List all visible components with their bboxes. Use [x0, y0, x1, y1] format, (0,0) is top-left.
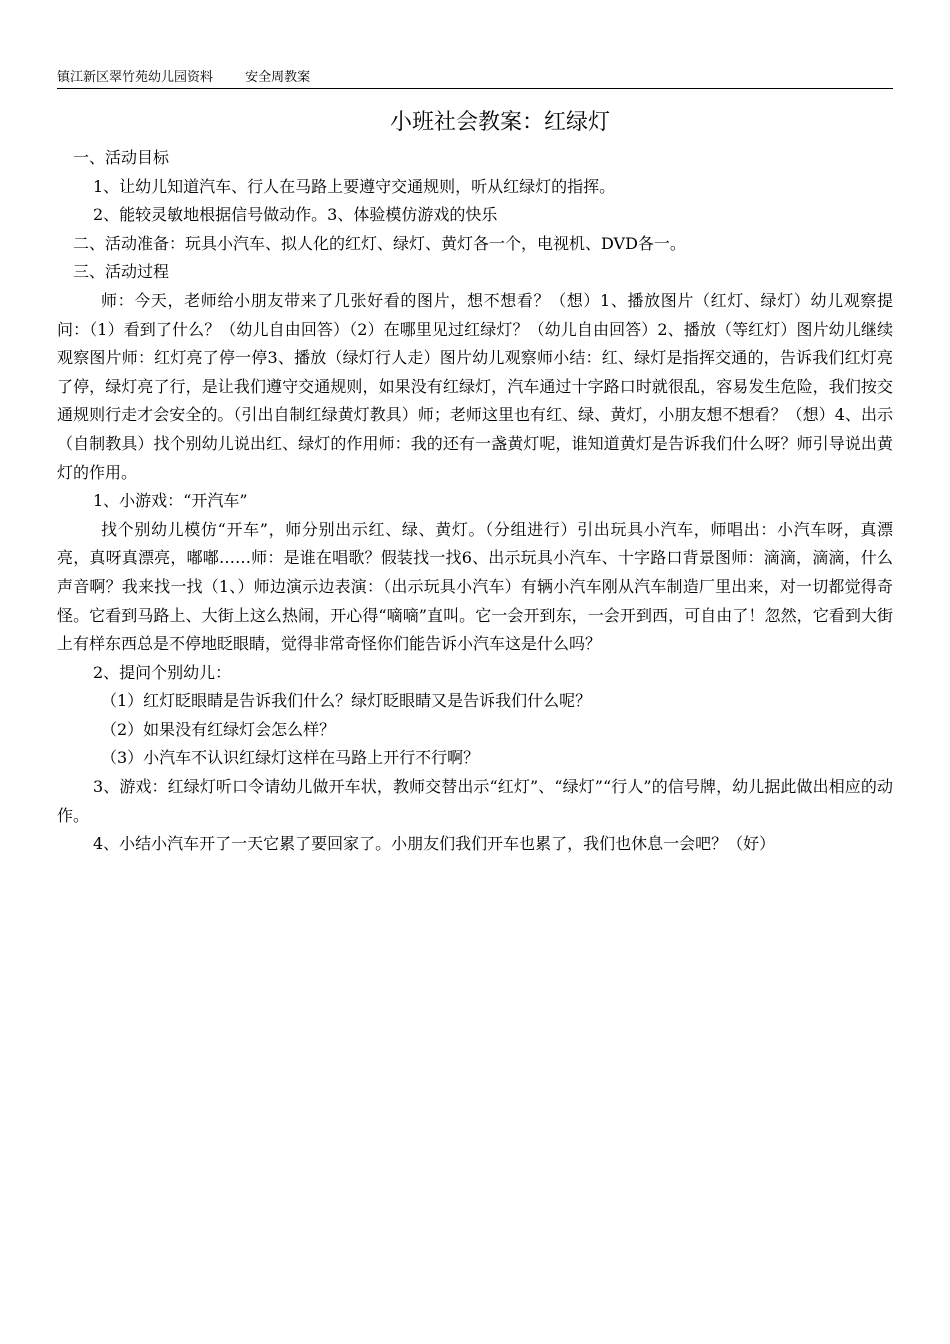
process-paragraph-intro: 师：今天，老师给小朋友带来了几张好看的图片，想不想看？（想）1、播放图片（红灯、绿灯）幼儿观察提问：（1）看到了什么？（幼儿自由回答）（2）在哪里见过红绿灯？（幼儿自由回答）2、播放（等红灯）图片幼儿继续观察图片师：红灯亮了停一停3、播放（绿灯行人走）图片幼儿观察师小结：红、绿灯是指挥交通的，告诉我们红灯亮了停，绿灯亮了行，是让我们遵守交通规则，如果没有红绿灯，汽车通过十字路口时就很乱，容易发生危险，我们按交通规则行走才会安全的。（引出自制红绿黄灯教具）师；老师这里也有红、绿、黄灯，小朋友想不想看？（想）4、出示（自制教具）找个别幼儿说出红、绿灯的作用师：我的还有一盏黄灯呢，谁知道黄灯是告诉我们什么呀？师引导说出黄灯的作用。	[57, 290, 893, 482]
game-paragraph: 找个别幼儿模仿“开车”，师分别出示红、绿、黄灯。（分组进行）引出玩具小汽车，师唱出：小汽车呀，真漂亮，真呀真漂亮，嘟嘟……师：是谁在唱歌？假装找一找6、出示玩具小汽车、十字路口背景图师：滴滴，滴滴，什么声音啊？我来找一找（1、）师边演示边表演：（出示玩具小汽车）有辆小汽车刚从汽车制造厂里出来，对一切都觉得奇怪。它看到马路上、大街上这么热闹，开心得“嘀嘀”直叫。它一会开到东，一会开到西，可自由了！忽然，它看到大街上有样东西总是不停地眨眼睛，觉得非常奇怪你们能告诉小汽车这是什么吗？	[57, 519, 893, 654]
page-header	[57, 68, 893, 88]
game-heading: 1、小游戏：“开汽车”	[93, 491, 248, 511]
document-body	[57, 144, 893, 859]
section-heading-goals: 一、活动目标	[73, 148, 170, 167]
traffic-light-game-paragraph: 3、游戏：红绿灯听口令请幼儿做开车状，教师交替出示“红灯”、“绿灯”“行人”的信号牌，幼儿据此做出相应的动作。	[57, 777, 893, 825]
question-item-3: （3）小汽车不认识红绿灯这样在马路上开行不行啊？	[101, 748, 480, 768]
summary-paragraph: 4、小结小汽车开了一天它累了要回家了。小朋友们我们开车也累了，我们也休息一会吧？（好）	[93, 834, 776, 854]
question-item-1: （1）红灯眨眼睛是告诉我们什么？绿灯眨眼睛又是告诉我们什么呢？	[101, 691, 592, 711]
header-rule	[57, 88, 893, 89]
section-heading-preparation: 二、活动准备：玩具小汽车、拟人化的红灯、绿灯、黄灯各一个，电视机、DVD各一。	[73, 233, 686, 253]
question-heading: 2、提问个别幼儿：	[93, 662, 232, 682]
document-title: 小班社会教案：红绿灯	[389, 110, 610, 135]
header-school-name: 镇江新区翠竹苑幼儿园资料	[57, 70, 214, 85]
header-section-name: 安全周教案	[245, 70, 311, 85]
section-heading-process: 三、活动过程	[73, 262, 170, 282]
question-item-2: （2）如果没有红绿灯会怎么样？	[101, 719, 336, 739]
goal-item-1: 1、让幼儿知道汽车、行人在马路上要遵守交通规则，听从红绿灯的指挥。	[93, 176, 616, 196]
goal-item-2: 2、能较灵敏地根据信号做动作。3、体验模仿游戏的快乐	[93, 205, 498, 225]
